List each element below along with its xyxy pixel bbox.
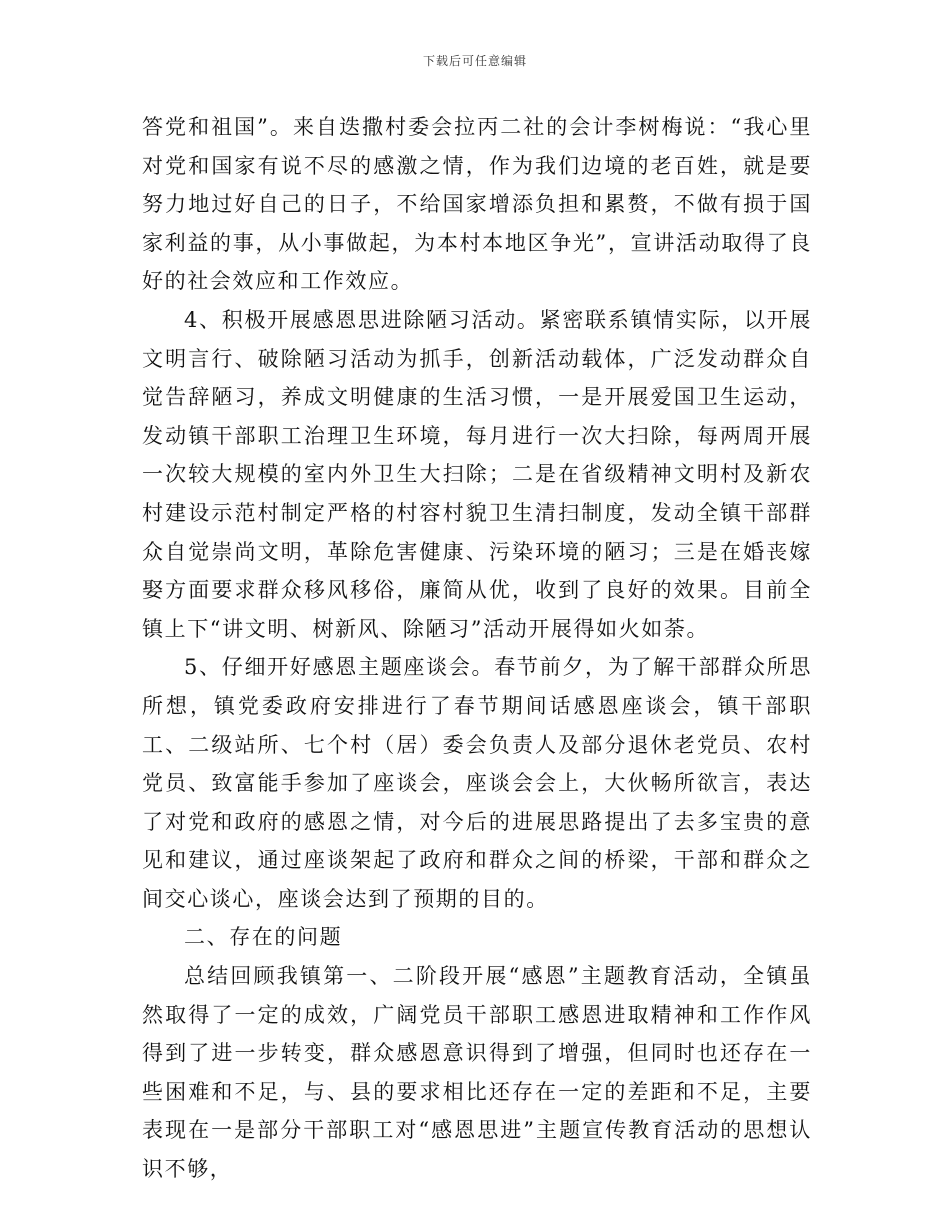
paragraph-summary: 总结回顾我镇第一、二阶段开展“感恩”主题教育活动，全镇虽然取得了一定的成效，广阔党员干部职工感恩进取精神和工作作风得到了进一步转变，群众感恩意识得到了增强，但同时也还存在一些困难和不足，与、县的要求相比还存在一定的差距和不足，主要表现在一是部分干部职工对“感恩思进”主题宣传教育活动的思想认识不够，	[142, 964, 812, 1182]
section-heading-problems: 二、存在的问题	[184, 925, 343, 950]
document-body	[142, 108, 812, 1189]
paragraph-item-4: 4、积极开展感恩思进除陋习活动。紧密联系镇情实际，以开展文明言行、破除陋习活动为抓手，创新活动载体，广泛发动群众自觉告辞陋习，养成文明健康的生活习惯，一是开展爱国卫生运动，发动镇干部职工治理卫生环境，每月进行一次大扫除，每两周开展一次较大规模的室内外卫生大扫除；二是在省级精神文明村及新农村建设示范村制定严格的村容村貌卫生清扫制度，发动全镇干部群众自觉崇尚文明，革除危害健康、污染环境的陋习；三是在婚丧嫁娶方面要求群众移风移俗，廉简从优，收到了良好的效果。目前全镇上下“讲文明、树新风、除陋习”活动开展得如火如荼。	[142, 307, 812, 641]
paragraph-item-5: 5、仔细开好感恩主题座谈会。春节前夕，为了解干部群众所思所想，镇党委政府安排进行了春节期间话感恩座谈会，镇干部职工、二级站所、七个村（居）委会负责人及部分退休老党员、农村党员、致富能手参加了座谈会，座谈会会上，大伙畅所欲言，表达了对党和政府的感恩之情，对今后的进展思路提出了去多宝贵的意见和建议，通过座谈架起了政府和群众之间的桥梁，干部和群众之间交心谈心，座谈会达到了预期的目的。	[142, 655, 812, 911]
page-header: 下载后可任意编辑	[422, 54, 527, 68]
paragraph-continuation: 答党和祖国”。来自迭撒村委会拉丙二社的会计李树梅说：“我心里对党和国家有说不尽的感激之情，作为我们边境的老百姓，就是要努力地过好自己的日子，不给国家增添负担和累赘，不做有损于国家利益的事，从小事做起，为本村本地区争光”，宣讲活动取得了良好的社会效应和工作效应。	[142, 115, 812, 294]
